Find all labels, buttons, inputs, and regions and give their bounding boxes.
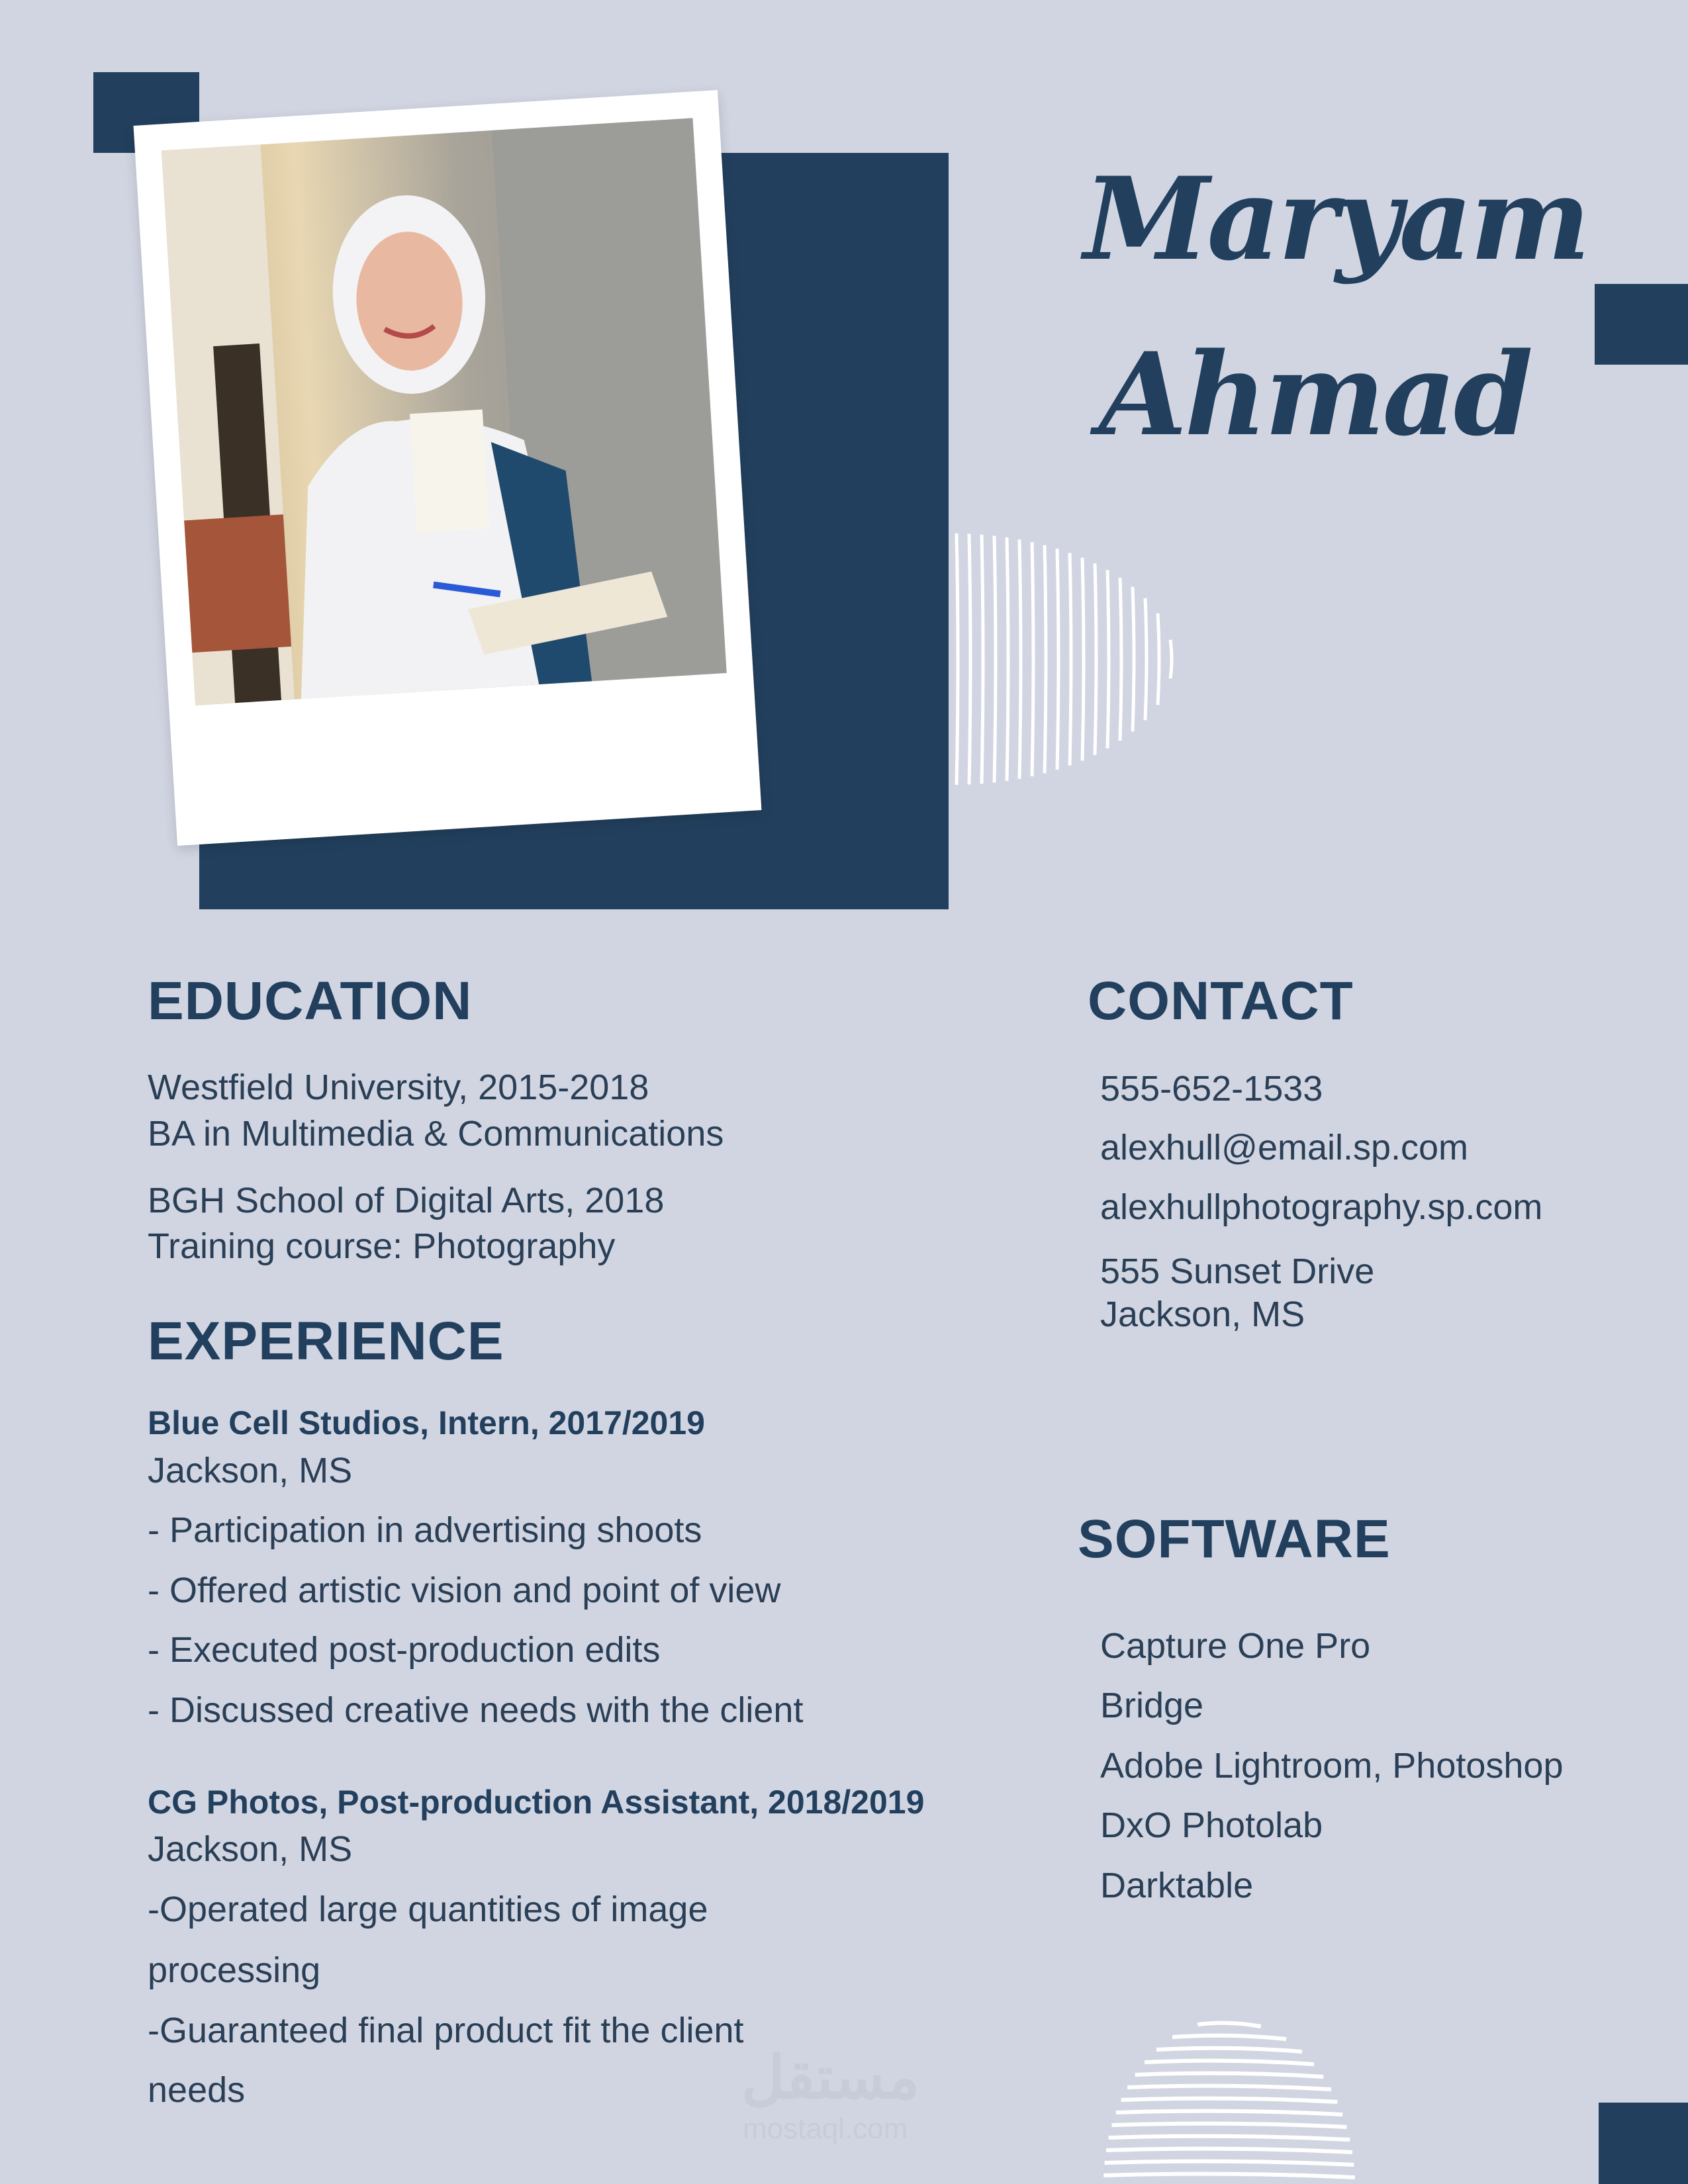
stripe-line [1172,2036,1286,2039]
stripe-line [1109,2136,1350,2140]
stripe-line [1120,578,1121,741]
stripe-line [982,535,983,784]
decor-square-right [1595,284,1688,365]
profile-photo [162,118,727,705]
education-line: Westfield University, 2015-2018 [148,1068,649,1107]
stripe-line [1116,2111,1342,2115]
stripe-line [1082,558,1084,761]
stripe-line [1019,539,1021,779]
stripe-line [957,533,958,785]
job-location: Jackson, MS [148,1829,353,1869]
name-last: Ahmad [1099,327,1531,461]
stripe-line [1156,2048,1302,2052]
polaroid-photo-frame [134,90,762,846]
job-bullet: - Participation in advertising shoots [148,1510,702,1550]
stripe-line [1045,545,1046,774]
horizontal-stripes-decor [1100,2019,1358,2184]
education-line: BGH School of Digital Arts, 2018 [148,1181,665,1220]
job-title: Blue Cell Studios, Intern, 2017/2019 [148,1404,705,1441]
contact-phone: 555-652-1533 [1100,1069,1323,1109]
job-title: CG Photos, Post-production Assistant, 2018/2019 [148,1784,925,1821]
job-bullet: processing [148,1950,321,1990]
stripe-line [1158,614,1159,705]
stripe-line [1145,598,1147,720]
software-heading: SOFTWARE [1078,1509,1391,1569]
job-bullet: - Executed post-production edits [148,1630,661,1670]
software-item: Bridge [1100,1686,1204,1725]
software-item: Capture One Pro [1100,1626,1371,1666]
education-heading: EDUCATION [148,971,473,1031]
software-item: DxO Photolab [1100,1805,1323,1845]
job-bullet: -Guaranteed final product fit the client [148,2011,744,2050]
decor-square-bottom-right [1599,2103,1688,2184]
stripe-line [1145,2061,1314,2064]
education-line: Training course: Photography [148,1226,616,1266]
contact-heading: CONTACT [1088,971,1354,1031]
experience-heading: EXPERIENCE [148,1311,504,1371]
stripe-line [1106,2149,1352,2152]
stripe-line [1170,640,1172,679]
stripe-line [1135,2073,1324,2077]
stripe-line [994,536,996,783]
stripe-line [1127,2086,1331,2089]
stripe-line [969,534,970,785]
vertical-stripes-decor [951,533,1176,785]
job-bullet: -Operated large quantities of image [148,1889,708,1929]
software-item: Adobe Lightroom, Photoshop [1100,1746,1564,1786]
contact-address-city: Jackson, MS [1100,1295,1305,1334]
software-item: Darktable [1100,1866,1254,1905]
contact-address-street: 555 Sunset Drive [1100,1251,1375,1291]
stripe-line [1095,563,1096,755]
name-first: Maryam [1084,152,1588,286]
stripe-line [1133,587,1134,732]
job-location: Jackson, MS [148,1451,353,1490]
stripe-line [1107,570,1109,749]
job-bullet: - Discussed creative needs with the client [148,1690,804,1730]
stripe-line [1103,2174,1354,2177]
job-bullet: needs [148,2070,246,2110]
watermark-latin: mostaql.com [743,2113,908,2145]
stripe-line [1121,2099,1338,2102]
stripe-line [1105,2161,1354,2165]
education-line: BA in Multimedia & Communications [148,1114,724,1154]
watermark-arabic: مستقل [741,2045,920,2111]
stripe-line [1057,549,1058,770]
contact-email: alexhull@email.sp.com [1100,1128,1469,1167]
stripe-line [1112,2124,1347,2127]
stripe-line [1197,2023,1261,2026]
stripe-line [1007,537,1008,781]
stripe-line [1070,553,1071,765]
stripe-line [1032,542,1033,776]
contact-website: alexhullphotography.sp.com [1100,1187,1543,1227]
job-bullet: - Offered artistic vision and point of view [148,1570,781,1610]
